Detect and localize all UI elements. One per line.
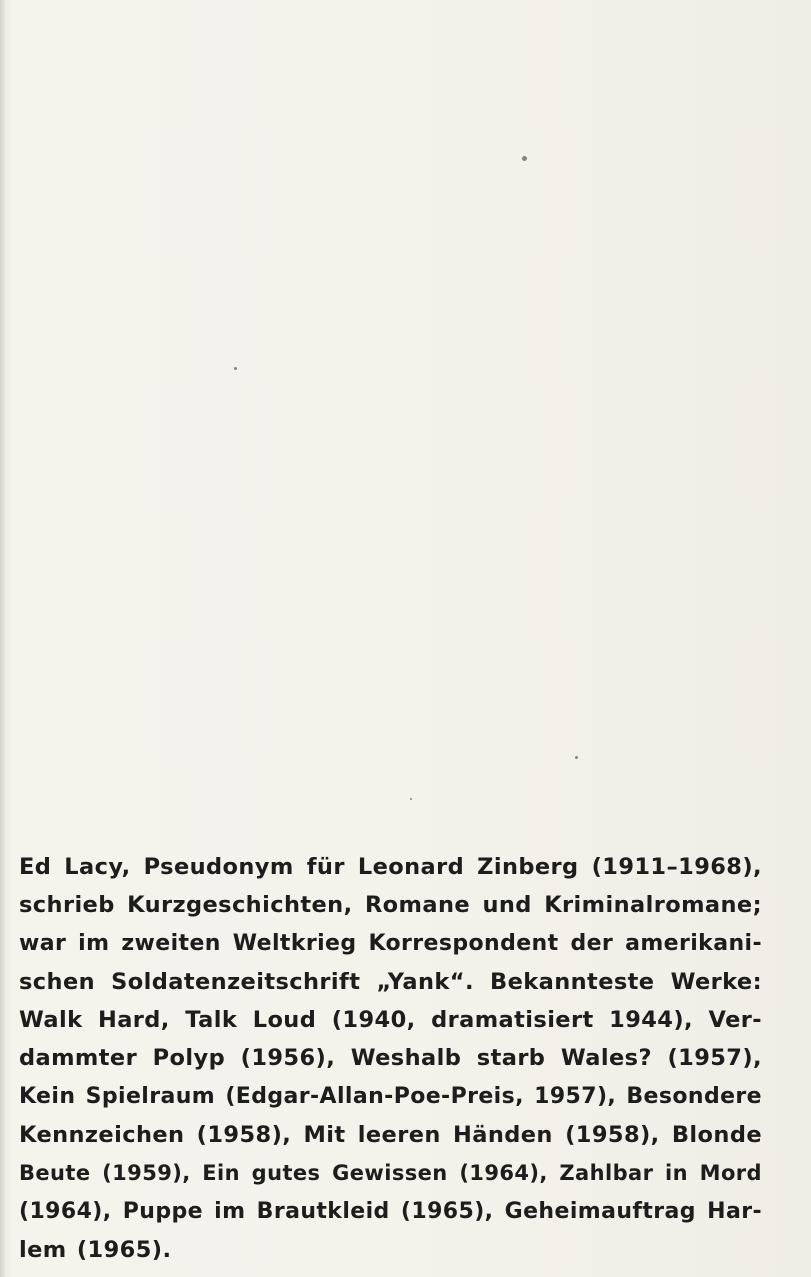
biography-line: schrieb Kurzgeschichten, Romane und Kriminalromane; <box>19 892 762 919</box>
biography-line: Kennzeichen (1958), Mit leeren Händen (1958), Blonde <box>19 1122 762 1149</box>
biography-line: (1964), Puppe im Brautkleid (1965), Geheimauftrag Har- <box>19 1198 762 1224</box>
biography-line: schen Soldatenzeitschrift „Yank“. Bekannteste Werke: <box>19 968 762 995</box>
biography-line: dammter Polyp (1956), Weshalb starb Wales? (1957), <box>19 1045 762 1072</box>
paper-speck <box>410 798 412 800</box>
paper-speck <box>234 367 237 370</box>
biography-line: Beute (1959), Ein gutes Gewissen (1964), Zahlbar in Mord <box>19 1161 762 1186</box>
biography-line: Kein Spielraum (Edgar-Allan-Poe-Preis, 1957), Besondere <box>19 1083 762 1109</box>
biography-line: war im zweiten Weltkrieg Korrespondent der amerikani- <box>19 930 762 956</box>
page-edge <box>0 0 5 1277</box>
author-biography <box>19 848 762 1269</box>
biography-line: Walk Hard, Talk Loud (1940, dramatisiert 1944), Ver- <box>19 1007 762 1034</box>
paper-speck <box>522 156 527 161</box>
biography-line: lem (1965). <box>19 1236 172 1263</box>
paper-speck <box>575 756 578 759</box>
biography-line: Ed Lacy, Pseudonym für Leonard Zinberg (1911–1968), <box>19 854 762 880</box>
